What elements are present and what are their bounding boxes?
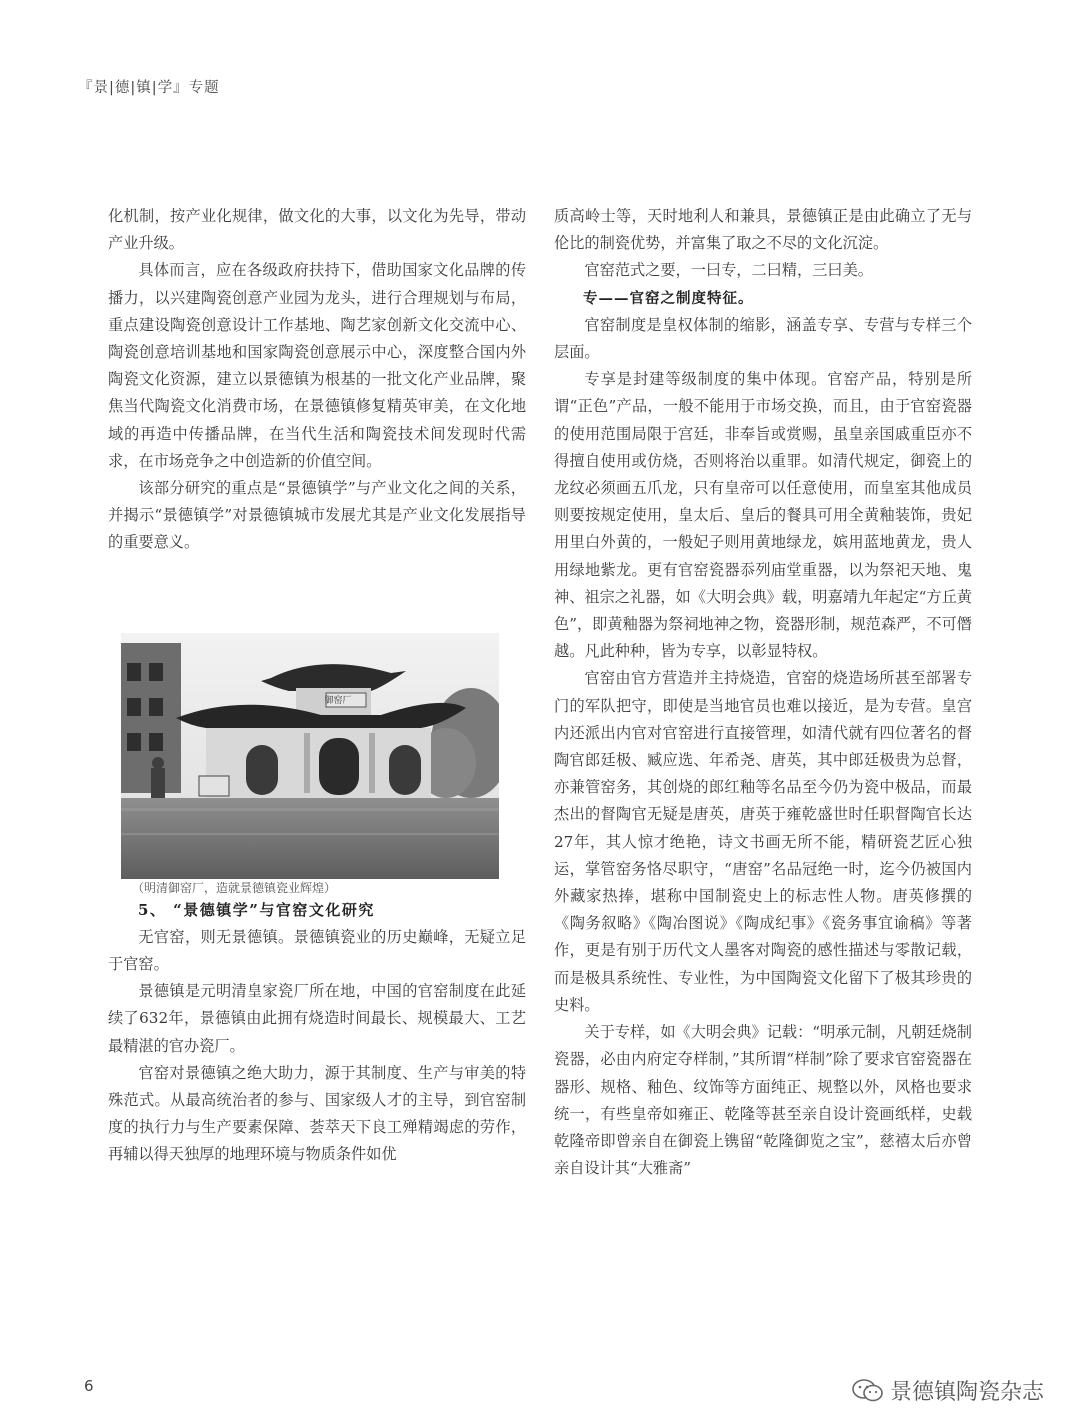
right-column: [554, 203, 972, 1182]
paragraph: 无官窑，则无景德镇。景德镇瓷业的历史巅峰，无疑立足于官窑。: [108, 927, 526, 974]
paragraph: 关于专样，如《大明会典》记载：“明承元制，凡朝廷烧制瓷器，必由内府定夺样制，”其所谓“样制”除了要求官窑瓷器在器形、规格、釉色、纹饰等方面纯正、规整以外，风格也要求统一，有些皇帝如雍正、乾隆等甚至亲自设计瓷画纸样，史载乾隆帝即曾亲自在御瓷上镌留“乾隆御览之宝”，慈禧太后亦曾亲自设计其“大雅斋”: [554, 1023, 972, 1178]
photo-caption: （明清御窑厂，造就景德镇瓷业辉煌）: [132, 880, 337, 895]
watermark-text: 景德镇陶瓷杂志: [889, 1380, 1044, 1405]
gate-plaque: 御窑厂: [324, 695, 352, 706]
paragraph: 官窑由官方营造并主持烧造，官窑的烧造场所甚至部署专门的军队把守，即使是当地官员也难以接近，是为专营。皇宫内还派出内官对官窑进行直接管理，如清代就有四位著名的督陶官郎廷极、臧应选、年希尧、唐英，其中郎廷极贵为总督，亦兼管窑务，其创烧的郎红釉等名品至今仍为瓷中极品，而最杰出的督陶官无疑是唐英，唐英于雍乾盛世时任职督陶官长达27年，其人惊才绝艳，诗文书画无所不能，精研瓷艺匠心独运，掌管窑务恪尽职守，“唐窑”名品冠绝一时，迄今仍被国内外藏家热捧，堪称中国制瓷史上的标志性人物。唐英修撰的《陶务叙略》《陶冶图说》《陶成纪事》《瓷务事宜谕稿》等著作，更是有别于历代文人墨客对陶瓷的感性描述与零散记载，而是极具系统性、专业性，为中国陶瓷文化留下了极其珍贵的史料。: [554, 669, 972, 1014]
running-head: 『景|德|镇|学』专题: [78, 80, 220, 96]
paragraph: 质高岭士等，天时地利人和兼具，景德镇正是由此确立了无与伦比的制瓷优势，并富集了取之不尽的文化沉淀。: [554, 207, 972, 253]
paragraph: 专享是封建等级制度的集中体现。官窑产品，特别是所谓“正色”产品，一般不能用于市场交换，而且，由于官窑瓷器的使用范围局限于宫廷，非奉旨或赏赐，虽皇亲国戚重臣亦不得擅自使用或仿烧，否则将治以重罪。如清代规定，御瓷上的龙纹必须画五爪龙，只有皇帝可以任意使用，而皇室其他成员则要按规定使用，皇太后、皇后的餐具可用全黄釉装饰，贵妃用里白外黄的，一般妃子则用黄地绿龙，嫔用蓝地黄龙，贵人用绿地紫龙。更有官窑瓷器忝列庙堂重器，以为祭祀天地、鬼神、祖宗之礼器，如《大明会典》载，明嘉靖九年起定“方丘黄色”，即黄釉器为祭祠地神之物，瓷器形制，规范森严，不可僭越。凡此种种，皆为专享，以彰显特权。: [554, 370, 972, 661]
paragraph: 具体而言，应在各级政府扶持下，借助国家文化品牌的传播力，以兴建陶瓷创意产业园为龙头，进行合理规划与布局，重点建设陶瓷创意设计工作基地、陶艺家创新文化交流中心、陶瓷创意培训基地和国家陶瓷创意展示中心，深度整合国内外陶瓷文化资源，建立以景德镇为根基的一批文化产业品牌，聚焦当代陶瓷文化消费市场，在景德镇修复精英审美，在文化地域的再造中传播品牌，在当代生活和陶瓷技术间发现时代需求，在市场竞争之中创造新的价值空间。: [108, 261, 526, 470]
page-number: 6: [84, 1377, 94, 1395]
wechat-icon: [852, 1378, 884, 1404]
paragraph: 官窑对景德镇之绝大助力，源于其制度、生产与审美的特殊范式。从最高统治者的参与、国家级人才的主导，到官窑制度的执行力与生产要素保障、荟萃天下良工殚精竭虑的劳作，再辅以得天独厚的地理环境与物质条件如优: [108, 1063, 526, 1164]
left-column: [108, 203, 526, 1169]
paragraph: 该部分研究的重点是“景德镇学”与产业文化之间的关系，并揭示“景德镇学”对景德镇城市发展尤其是产业文化发展指导的重要意义。: [108, 479, 526, 552]
kiln-gate-photo: [121, 633, 499, 879]
paragraph: 官窑范式之要，一曰专，二曰精，三曰美。: [584, 261, 873, 280]
paragraph: 景德镇是元明清皇家瓷厂所在地，中国的官窑制度在此延续了632年，景德镇由此拥有烧造时间最长、规模最大、工艺最精湛的官办瓷厂。: [108, 982, 526, 1055]
subheading: 专——官窑之制度特征。: [583, 289, 754, 307]
wechat-watermark: [852, 1375, 1044, 1406]
paragraph: 官窑制度是皇权体制的缩影，涵盖专享、专营与专样三个层面。: [554, 315, 972, 362]
section-title: 5、 “景德镇学”与官窑文化研究: [138, 900, 375, 919]
gate-illustration: [121, 633, 499, 879]
paragraph: 化机制，按产业化规律，做文化的大事，以文化为先导，带动产业升级。: [108, 207, 526, 253]
